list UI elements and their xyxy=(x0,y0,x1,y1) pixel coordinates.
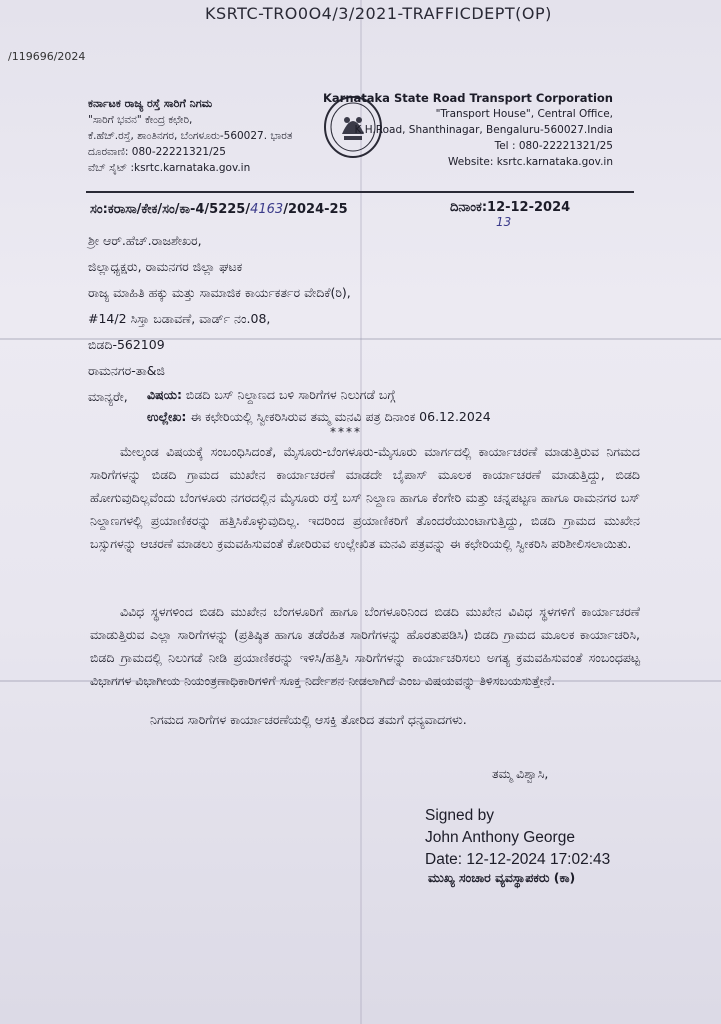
salutation: ಮಾನ್ಯರೇ, xyxy=(88,389,128,404)
inward-number: /119696/2024 xyxy=(8,50,86,63)
body-paragraph-1: ಮೇಲ್ಕಂಡ ವಿಷಯಕ್ಕೆ ಸಂಬಂಧಿಸಿದಂತೆ, ಮೈಸೂರು-ಬೆಂಗಳೂರು-ಮೈಸೂರು ಮಾರ್ಗದಲ್ಲಿ ಕಾರ್ಯಾಚರಣೆ ಮಾಡುತ್ತಿರುವ ನಿಗಮದ ಸಾರಿಗೆಗಳನ್ನು ಬಿಡದಿ ಗ್ರಾಮದ ಮುಖೇನ ಕಾರ್ಯಾಚರಣೆ ಮಾಡದೇ ಬೈಪಾಸ್ ಮೂಲಕ ಕಾರ್ಯಾಚರಣೆ ಮಾಡುತ್ತಿದ್ದು, ಬಿಡದಿ ಹೋಗುವುದಿಲ್ಲವೆಂದು ಬೆಂಗಳೂರು ನಗರದಲ್ಲಿನ ಮೈಸೂರು ರಸ್ತೆ ಬಸ್ ನಿಲ್ದಾಣ ಹಾಗೂ ಕೆಂಗೇರಿ ಮತ್ತು ಚನ್ನಪಟ್ಟಣ ಹಾಗೂ ರಾಮನಗರ ಬಸ್ ನಿಲ್ದಾಣಗಳಲ್ಲಿ ಪ್ರಯಾಣಿಕರನ್ನು ಹತ್ತಿಸಿಕೊಳ್ಳುವುದಿಲ್ಲ. ಇದರಿಂದ ಪ್ರಯಾಣಿಕರಿಗೆ ತೊಂದರೆಯುಂಟಾಗುತ್ತಿದ್ದು, ಬಿಡದಿ ಗ್ರಾಮದ ಮುಖೇನ ಬಸ್ಸುಗಳನ್ನು ಆಚರಣೆ ಮಾಡಲು ಕ್ರಮವಹಿಸುವಂತೆ ಕೋರಿರುವ ಉಲ್ಲೇಖಿತ ಮನವಿ ಪತ್ರವನ್ನು ಈ ಕಛೇರಿಯಲ್ಲಿ ಸ್ವೀಕರಿಸಿ ಪರಿಶೀಲಿಸಲಾಯಿತು. xyxy=(90,444,640,551)
reference-number xyxy=(90,202,348,217)
header-en-line: K.H.Road, Shanthinagar, Bengaluru-560027.India xyxy=(354,124,613,136)
header-en-line: Website: ksrtc.karnataka.gov.in xyxy=(448,156,613,168)
addressee-line: #14/2 ಸಿಸ್ತಾ ಬಡಾವಣೆ, ವಾರ್ಡ್ ನಂ.08, xyxy=(88,311,271,326)
ref-handwritten: 4163 xyxy=(250,202,284,217)
header-english xyxy=(323,90,613,170)
reference-label: ಉಲ್ಲೇಖ: xyxy=(147,409,187,424)
separator: **** xyxy=(330,425,362,439)
digital-signature xyxy=(425,805,610,871)
addressee-line: ಜಿಲ್ಲಾಧ್ಯಕ್ಷರು, ರಾಮನಗರ ಜಿಲ್ಲಾ ಘಟಕ xyxy=(88,259,243,274)
org-name-en: Karnataka State Road Transport Corporation xyxy=(322,91,613,105)
ref-year: /2024-25 xyxy=(283,202,348,217)
signer-name: John Anthony George xyxy=(425,829,575,846)
thanks-line: ನಿಗಮದ ಸಾರಿಗೆಗಳ ಕಾರ್ಯಾಚರಣೆಯಲ್ಲಿ ಆಸಕ್ತಿ ತೋರಿದ ತಮಗೆ ಧನ್ಯವಾದಗಳು. xyxy=(150,712,467,727)
top-file-reference: KSRTC-TRO0O4/3/2021-TRAFFICDEPT(OP) xyxy=(205,4,552,23)
addressee-line: ರಾಜ್ಯ ಮಾಹಿತಿ ಹಕ್ಕು ಮತ್ತು ಸಾಮಾಜಿಕ ಕಾರ್ಯಕರ್ತರ ವೇದಿಕೆ(ರಿ), xyxy=(88,285,351,300)
body-paragraph-2: ವಿವಿಧ ಸ್ಥಳಗಳಿಂದ ಬಿಡದಿ ಮುಖೇನ ಬೆಂಗಳೂರಿಗೆ ಹಾಗೂ ಬೆಂಗಳೂರಿನಿಂದ ಬಿಡದಿ ಮುಖೇನ ವಿವಿಧ ಸ್ಥಳಗಳಿಗೆ ಕಾರ್ಯಾಚರಣೆ ಮಾಡುತ್ತಿರುವ ಎಲ್ಲಾ ಸಾರಿಗೆಗಳನ್ನು (ಪ್ರತಿಷ್ಠಿತ ಹಾಗೂ ತಡೆರಹಿತ ಸಾರಿಗೆಗಳನ್ನು ಹೊರತುಪಡಿಸಿ) ಬಿಡದಿ ಗ್ರಾಮದ ಮೂಲಕ ಕಾರ್ಯಾಚರಿಸಿ, ಬಿಡದಿ ಗ್ರಾಮದಲ್ಲಿ ನಿಲುಗಡೆ ನೀಡಿ ಪ್ರಯಾಣಿಕರನ್ನು ಇಳಿಸಿ/ಹತ್ತಿಸಿ ಸಾರಿಗೆಗಳನ್ನು ಕಾರ್ಯಾಚರಿಸಲು ಅಗತ್ಯ ಕ್ರಮವಹಿಸುವಂತೆ ಸಂಬಂಧಪಟ್ಟ ವಿಭಾಗಗಳ ವಿಭಾಗೀಯ ನಿಯಂತ್ರಣಾಧಿಕಾರಿಗಳಿಗೆ ಸೂಕ್ತ ನಿರ್ದೇಶನ ನೀಡಲಾಗಿದೆ ಎಂಬ ವಿಷಯವನ್ನು ತಿಳಿಸಬಯಸುತ್ತೇನೆ. xyxy=(90,604,640,688)
header-kn-line: ಕೆ.ಹೆಚ್.ರಸ್ತೆ, ಶಾಂತಿನಗರ, ಬೆಂಗಳೂರು-560027. ಭಾರತ xyxy=(88,130,293,142)
header-kn-line: ದೂರವಾಣಿ: 080-22221321/25 xyxy=(88,146,226,158)
letter-date: ದಿನಾಂಕ:12-12-2024 xyxy=(450,200,571,215)
addressee-block xyxy=(88,228,351,410)
addressee-line: ಬಿಡದಿ-562109 xyxy=(88,337,165,352)
subject-label: ವಿಷಯ: xyxy=(147,387,182,402)
closing: ತಮ್ಮ ವಿಶ್ವಾಸಿ, xyxy=(492,766,549,781)
header-kn-line: "ಸಾರಿಗೆ ಭವನ" ಕೇಂದ್ರ ಕಛೇರಿ, xyxy=(88,114,193,126)
header-kn-line: ವೆಬ್ ಸೈಟ್ :ksrtc.karnataka.gov.in xyxy=(88,162,251,174)
signed-by-label: Signed by xyxy=(425,807,494,824)
addressee-line: ಶ್ರೀ ಆರ್.ಹೆಚ್.ರಾಜಶೇಖರ, xyxy=(88,233,202,248)
header-kannada xyxy=(88,96,292,176)
date-handwritten: 13 xyxy=(496,215,512,229)
addressee-line: ರಾಮನಗರ-ತಾ&ಜಿ xyxy=(88,363,165,378)
header-en-line: "Transport House", Central Office, xyxy=(435,108,613,120)
header-en-line: Tel : 080-22221321/25 xyxy=(494,140,613,152)
ref-printed: ಸಂ:ಕರಾಸಾ/ಕೇಕ/ಸಂ/ಕಾ-4/5225/ xyxy=(90,202,251,217)
signature-date: Date: 12-12-2024 17:02:43 xyxy=(425,851,611,868)
org-name-kn: ಕರ್ನಾಟಕ ರಾಜ್ಯ ರಸ್ತೆ ಸಾರಿಗೆ ನಿಗಮ xyxy=(88,97,213,110)
designation: ಮುಖ್ಯ ಸಂಚಾರ ವ್ಯವಸ್ಥಾಪಕರು (ಕಾ) xyxy=(428,870,576,885)
reference-text: ಈ ಕಛೇರಿಯಲ್ಲಿ ಸ್ವೀಕರಿಸಿರುವ ತಮ್ಮ ಮನವಿ ಪತ್ರ ದಿನಾಂಕ 06.12.2024 xyxy=(186,409,491,424)
subject-text: ಬಿಡದಿ ಬಸ್ ನಿಲ್ದಾಣದ ಬಳಿ ಸಾರಿಗೆಗಳ ನಿಲುಗಡೆ ಬಗ್ಗೆ xyxy=(181,387,396,402)
header-divider xyxy=(86,191,634,193)
subject-block xyxy=(147,384,491,428)
